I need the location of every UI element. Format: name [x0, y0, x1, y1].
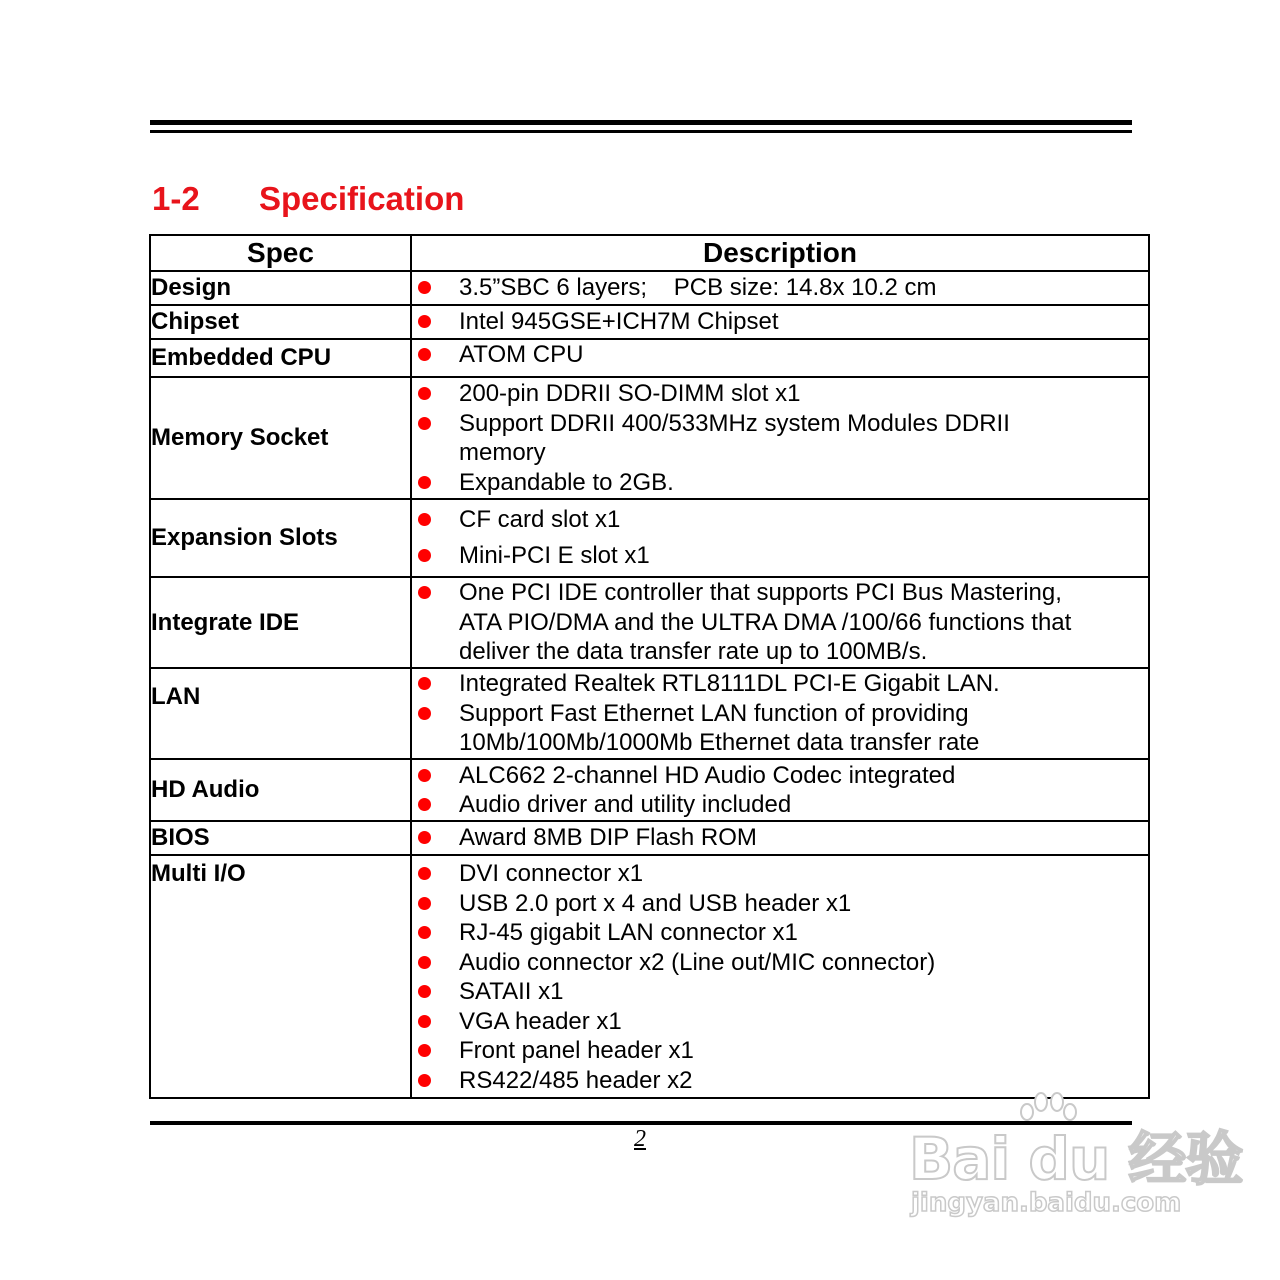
table-row [150, 577, 1149, 668]
spec-description [411, 271, 1149, 305]
header-rule-thick [150, 120, 1132, 125]
header-spec: Spec [150, 235, 411, 271]
list-item: SATAII x1 [412, 977, 1148, 1007]
spec-description [411, 377, 1149, 499]
table-row [150, 499, 1149, 577]
list-item: Support Fast Ethernet LAN function of providing [412, 699, 1148, 729]
spec-name: Expansion Slots [150, 499, 411, 577]
spec-name: HD Audio [150, 759, 411, 821]
bullet-icon [418, 867, 431, 880]
spec-name: Chipset [150, 305, 411, 339]
list-item-continuation: ATA PIO/DMA and the ULTRA DMA /100/66 functions that [459, 608, 1072, 636]
spec-description [411, 821, 1149, 855]
spec-description [411, 759, 1149, 821]
spec-description [411, 339, 1149, 377]
table-header-row [150, 235, 1149, 271]
list-item-continuation: 10Mb/100Mb/1000Mb Ethernet data transfer rate [459, 729, 980, 757]
bullet-icon [418, 281, 431, 294]
section-title [152, 180, 464, 218]
baidu-watermark [905, 1090, 1243, 1230]
spec-table [149, 234, 1150, 1099]
spec-description [411, 577, 1149, 668]
bullet-icon [418, 956, 431, 969]
bullet-icon [418, 985, 431, 998]
list-item-continuation: memory [459, 439, 546, 466]
table-row [150, 759, 1149, 821]
bullet-icon [418, 1044, 431, 1057]
bullet-icon [418, 417, 431, 430]
spec-description [411, 499, 1149, 577]
bullet-icon [418, 1015, 431, 1028]
spec-name: Integrate IDE [150, 577, 411, 668]
list-item: One PCI IDE controller that supports PCI Bus Mastering, [412, 578, 1148, 608]
bullet-icon [418, 315, 431, 328]
list-item: RJ-45 gigabit LAN connector x1 [412, 918, 1148, 948]
list-item: ATOM CPU [412, 340, 1148, 370]
list-item: CF card slot x1 [412, 502, 1148, 538]
bullet-icon [418, 1074, 431, 1087]
spec-name: BIOS [150, 821, 411, 855]
list-item: Front panel header x1 [412, 1036, 1148, 1066]
spec-name: Embedded CPU [150, 339, 411, 377]
bullet-icon [418, 348, 431, 361]
list-item: 3.5”SBC 6 layers; PCB size: 14.8x 10.2 cm [412, 273, 1148, 303]
list-item: Award 8MB DIP Flash ROM [412, 823, 1148, 853]
header-rule-thin [150, 130, 1132, 133]
list-item: Expandable to 2GB. [412, 468, 1148, 498]
table-row [150, 855, 1149, 1098]
bullet-icon [418, 549, 431, 562]
list-item: Intel 945GSE+ICH7M Chipset [412, 307, 1148, 337]
table-row [150, 339, 1149, 377]
list-item: RS422/485 header x2 [412, 1066, 1148, 1096]
table-row [150, 377, 1149, 499]
section-number: 1-2 [152, 180, 200, 217]
list-item: Audio driver and utility included [412, 790, 1148, 820]
bullet-icon [418, 707, 431, 720]
watermark-brand: Bai du 经验 [909, 1125, 1243, 1193]
header-description: Description [411, 235, 1149, 271]
spec-description [411, 668, 1149, 759]
spec-name: Design [150, 271, 411, 305]
page-number: 2 [634, 1126, 646, 1152]
bullet-icon [418, 476, 431, 489]
list-item: Mini-PCI E slot x1 [412, 538, 1148, 574]
watermark-url: jingyan.baidu.com [911, 1188, 1182, 1218]
list-item: Support DDRII 400/533MHz system Modules DDRII [412, 409, 1148, 439]
bullet-icon [418, 513, 431, 526]
table-row [150, 668, 1149, 759]
list-item: DVI connector x1 [412, 859, 1148, 889]
bullet-icon [418, 831, 431, 844]
table-row [150, 271, 1149, 305]
spec-name: LAN [150, 668, 411, 759]
spec-name: Multi I/O [150, 855, 411, 1098]
bullet-icon [418, 677, 431, 690]
list-item: 200-pin DDRII SO-DIMM slot x1 [412, 379, 1148, 409]
bullet-icon [418, 769, 431, 782]
bullet-icon [418, 926, 431, 939]
list-item: Audio connector x2 (Line out/MIC connector) [412, 948, 1148, 978]
bullet-icon [418, 897, 431, 910]
list-item: Integrated Realtek RTL8111DL PCI-E Gigabit LAN. [412, 669, 1148, 699]
list-item: ALC662 2-channel HD Audio Codec integrated [412, 761, 1148, 791]
list-item-continuation: deliver the data transfer rate up to 100MB/s. [459, 638, 928, 666]
spec-description [411, 855, 1149, 1098]
bullet-icon [418, 586, 431, 599]
section-heading: Specification [259, 180, 465, 217]
spec-name: Memory Socket [150, 377, 411, 499]
spec-description [411, 305, 1149, 339]
bullet-icon [418, 387, 431, 400]
bullet-icon [418, 798, 431, 811]
list-item: VGA header x1 [412, 1007, 1148, 1037]
list-item: USB 2.0 port x 4 and USB header x1 [412, 889, 1148, 919]
table-row [150, 305, 1149, 339]
table-row [150, 821, 1149, 855]
